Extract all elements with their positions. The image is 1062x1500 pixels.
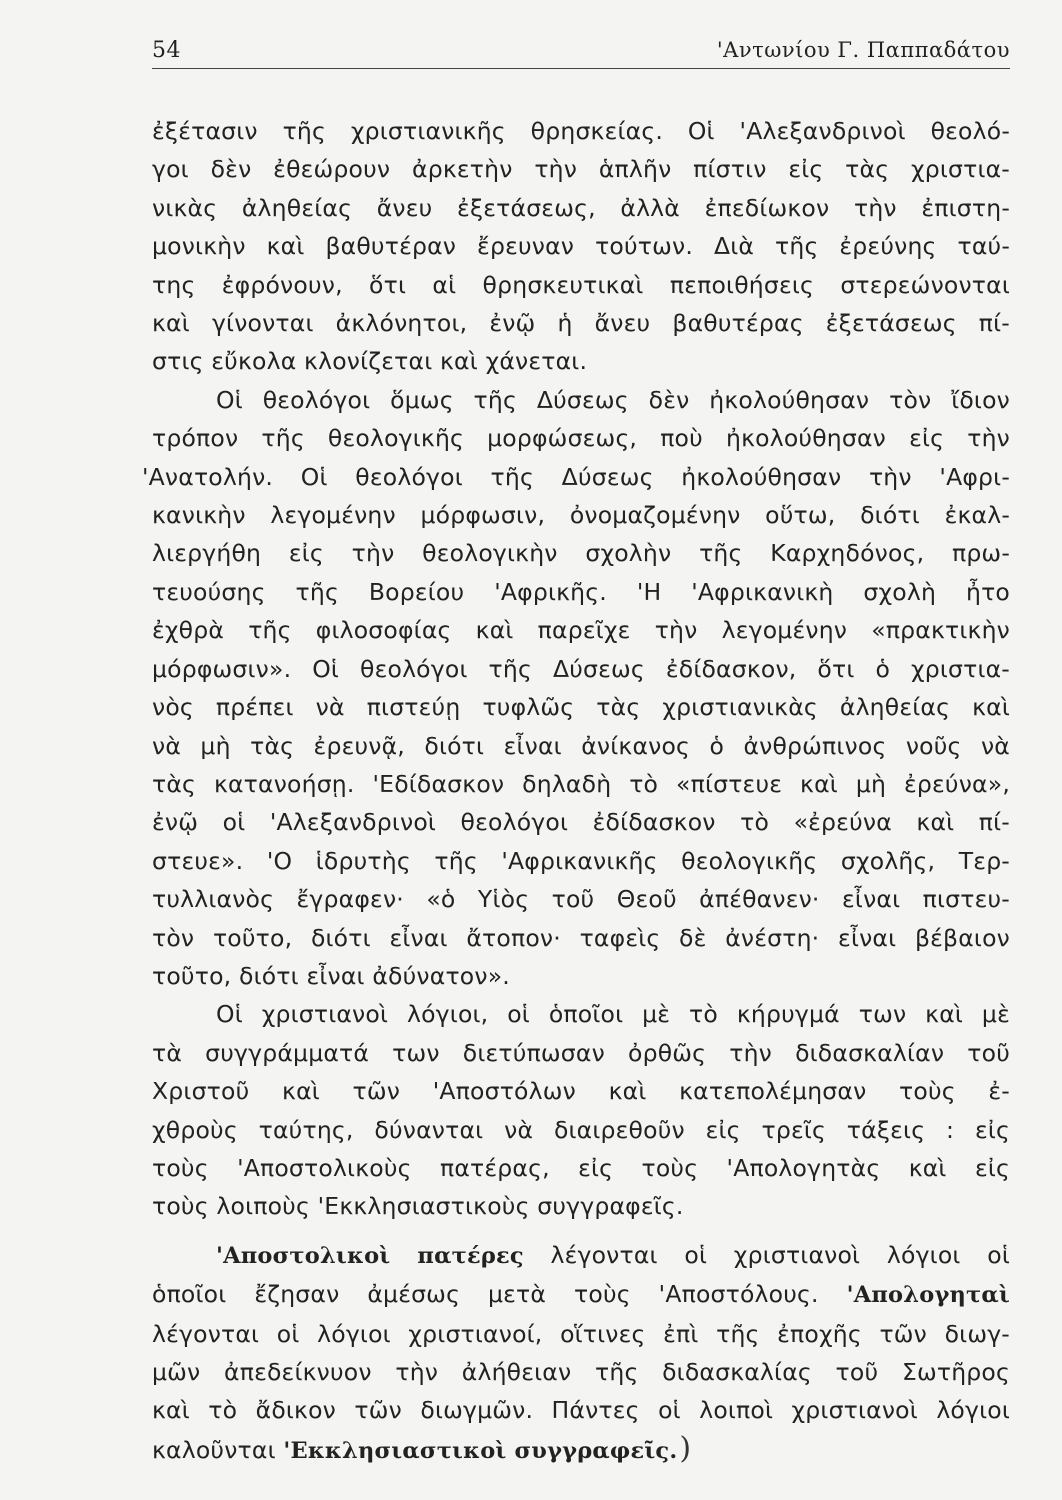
- text-line: τυλλιανὸς ἔγραφεν· «ὁ Υἱὸς τοῦ Θεοῦ ἀπέθανεν· εἶναι πιστευ-: [152, 885, 1010, 914]
- paragraph-2: [142, 381, 1010, 996]
- text-line: [152, 1275, 1010, 1314]
- text-line: τὰ συγγράμματά των διετύπωσαν ὀρθῶς τὴν διδασκαλίαν τοῦ: [152, 1038, 1010, 1067]
- text-line: τευούσης τῆς Βορείου 'Αφρικῆς. 'Η 'Αφρικανικὴ σχολὴ ἦτο: [152, 577, 1010, 606]
- text-line: στις εὔκολα κλονίζεται καὶ χάνεται.: [152, 347, 588, 376]
- text-line: τοὺς 'Αποστολικοὺς πατέρας, εἰς τοὺς 'Απολογητὰς καὶ εἰς: [152, 1153, 1010, 1182]
- text-line: καὶ γίνονται ἀκλόνητοι, ἐνῷ ἡ ἄνευ βαθυτέρας ἐξετάσεως πί-: [152, 309, 1010, 338]
- paragraph-1: [152, 112, 1010, 381]
- text-line: 'Ανατολήν. Οἱ θεολόγοι τῆς Δύσεως ἠκολούθησαν τὴν 'Αφρι-: [142, 462, 1010, 491]
- handwritten-mark: ): [679, 1430, 692, 1466]
- term-ecclesiastical-writers: 'Εκκλησιαστικοὶ συγγραφεῖς.: [283, 1437, 678, 1464]
- text-line: κανικὴν λεγομένην μόρφωσιν, ὀνομαζομένην οὕτω, διότι ἐκαλ-: [152, 501, 1010, 530]
- text-line: λιεργήθη εἰς τὴν θεολογικὴν σχολὴν τῆς Καρχηδόνος, πρω-: [152, 539, 1010, 568]
- paragraph-3: [152, 995, 1010, 1225]
- term-apostolic-fathers: 'Αποστολικοὶ πατέρες: [216, 1242, 524, 1269]
- text-line: μῶν ἀπεδείκνυον τὴν ἀλήθειαν τῆς διδασκαλίας τοῦ Σωτῆρος: [152, 1358, 1010, 1386]
- text-line: Οἱ θεολόγοι ὅμως τῆς Δύσεως δὲν ἠκολούθησαν τὸν ἴδιον: [216, 385, 1010, 414]
- text-line: Οἱ χριστιανοὶ λόγιοι, οἱ ὁποῖοι μὲ τὸ κήρυγμά των καὶ μὲ: [216, 1000, 1010, 1029]
- text-line: καὶ τὸ ἄδικον τῶν διωγμῶν. Πάντες οἱ λοιποὶ χριστιανοὶ λόγιοι: [152, 1396, 1010, 1425]
- text-line: μόρφωσιν». Οἱ θεολόγοι τῆς Δύσεως ἐδίδασκον, ὅτι ὁ χριστια-: [152, 654, 1010, 683]
- paragraph-gap: [152, 1226, 1010, 1236]
- text-line: [152, 1236, 1010, 1275]
- text-line: τὰς κατανοήσῃ. 'Εδίδασκον δηλαδὴ τὸ «πίστευε καὶ μὴ ἐρεύνα»,: [152, 769, 1010, 798]
- text-line: Χριστοῦ καὶ τῶν 'Αποστόλων καὶ κατεπολέμησαν τοὺς ἐ-: [152, 1077, 1010, 1106]
- paragraph-4: [152, 1236, 1010, 1470]
- text-line: τοὺς λοιποὺς 'Εκκλησιαστικοὺς συγγραφεῖς.: [152, 1192, 684, 1221]
- text-line: ἐχθρὰ τῆς φιλοσοφίας καὶ παρεῖχε τὴν λεγομένην «πρακτικὴν: [152, 616, 1010, 645]
- text-line: στευε». 'Ο ἱδρυτὴς τῆς 'Αφρικανικῆς θεολογικῆς σχολῆς, Τερ-: [152, 846, 1010, 875]
- text-line: τὸν τοῦτο, διότι εἶναι ἄτοπον· ταφεὶς δὲ ἀνέστη· εἶναι βέβαιον: [152, 923, 1010, 952]
- text-line: της ἐφρόνουν, ὅτι αἱ θρησκευτικαὶ πεποιθήσεις στερεώνονται: [152, 270, 1010, 299]
- text-line: χθροὺς ταύτης, δύνανται νὰ διαιρεθοῦν εἰς τρεῖς τάξεις : εἰς: [152, 1115, 1010, 1144]
- text-fragment: ὁποῖοι ἔζησαν ἀμέσως μετὰ τοὺς 'Αποστόλους.: [152, 1280, 847, 1309]
- body-text: [142, 112, 1010, 1470]
- text-fragment: καλοῦνται: [152, 1435, 284, 1464]
- page-number: 54: [152, 38, 181, 63]
- text-line: τρόπον τῆς θεολογικῆς μορφώσεως, ποὺ ἠκολούθησαν εἰς τὴν: [152, 424, 1010, 453]
- text-line: νικὰς ἀληθείας ἄνευ ἐξετάσεως, ἀλλὰ ἐπεδίωκον τὴν ἐπιστη-: [152, 193, 1010, 222]
- running-title: 'Αντωνίου Γ. Παππαδάτου: [716, 38, 1010, 62]
- text-line: ἐξέτασιν τῆς χριστιανικῆς θρησκείας. Οἱ 'Αλεξανδρινοὶ θεολό-: [152, 117, 1010, 145]
- text-line: λέγονται οἱ λόγιοι χριστιανοί, οἵτινες ἐπὶ τῆς ἐποχῆς τῶν διωγ-: [152, 1319, 1010, 1348]
- text-line: ἐνῷ οἱ 'Αλεξανδρινοὶ θεολόγοι ἐδίδασκον τὸ «ἐρεύνα καὶ πί-: [152, 808, 1010, 837]
- text-line: νὰ μὴ τὰς ἐρευνᾷ, διότι εἶναι ἀνίκανος ὁ ἀνθρώπινος νοῦς νὰ: [152, 731, 1010, 760]
- text-fragment: λέγονται οἱ χριστιανοὶ λόγιοι οἱ: [523, 1240, 1010, 1269]
- text-line: γοι δὲν ἐθεώρουν ἀρκετὴν τὴν ἁπλῆν πίστιν εἰς τὰς χριστια-: [152, 155, 1010, 184]
- text-line: [152, 1430, 1010, 1470]
- term-apologists: 'Απολογηταὶ: [846, 1282, 1010, 1309]
- text-line: νὸς πρέπει νὰ πιστεύῃ τυφλῶς τὰς χριστιανικὰς ἀληθείας καὶ: [152, 693, 1010, 722]
- text-line: τοῦτο, διότι εἶναι ἀδύνατον».: [152, 961, 510, 990]
- text-line: μονικὴν καὶ βαθυτέραν ἔρευναν τούτων. Διὰ τῆς ἐρεύνης ταύ-: [152, 232, 1010, 261]
- page-header: [152, 34, 1010, 69]
